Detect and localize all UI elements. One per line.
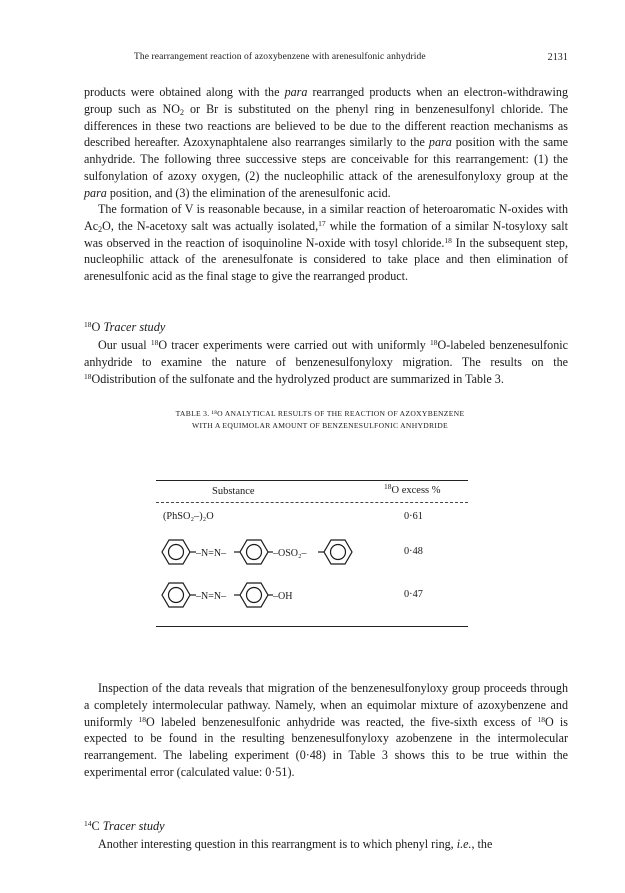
benzene-ring-3 bbox=[324, 540, 352, 564]
reference-18: 18 bbox=[444, 235, 452, 245]
table-header-rule bbox=[156, 502, 468, 503]
paragraph-rearrangement-products: products were obtained along with the para rearranged products when an electron-withdrawing group such as $NO_2$ or Br is substituted on the phenyl ring in benzenesulfonyl chloride. The differences in these two reactions are believed to be due to the different reaction mechanisms as described hereafter. Azoxynaphtalene also rearranges similarly to the para position with the same anhydride. The following three successive steps are conceivable for this rearrangement: (1) the sulfonylation of azoxy oxygen, (2) the nucleophilic attack of the arenesulfonyloxy group at the para position, and (3) the elimination of the arenesulfonic acid. bbox=[84, 85, 568, 200]
page-number: 2131 bbox=[547, 52, 568, 63]
table-bottom-rule bbox=[156, 626, 468, 627]
sulfonyloxy-group: –OSO₂– bbox=[273, 548, 307, 559]
paragraph-data-inspection: Inspection of the data reveals that migration of the benzenesulfonyloxy group proceeds through a completely intermolecular pathway. Namely, when an equimolar mixture of azoxybenzene and uniformly $^{18}$O labeled benzenesulfonic anhydride was reacted, the five-sixth excess of $^{18}$O is expected to be found in the resulting benzenesulfonyloxy azobenzene in the intermolecular rearrangement. The labeling experiment (0·48) in Table 3 shows this to be true within the experimental error (calculated value: 0·51). bbox=[84, 681, 568, 779]
running-header bbox=[84, 52, 568, 66]
table-header-excess: $^{18}$O excess % bbox=[384, 482, 441, 496]
table-3-caption: TABLE 3. ¹⁸O ANALYTICAL RESULTS OF THE REACTION OF AZOXYBENZENE WITH A EQUIMOLAR AMOUNT OF BENZENESULFONIC ANHYDRIDE bbox=[175, 409, 465, 430]
table-header-substance: Substance bbox=[212, 486, 255, 497]
paragraph-formation-of-v: The formation of V is reasonable because, in a similar reaction of heteroaromatic N-oxides with $Ac_2O$, the N-acetoxy salt was actually isolated,$^{17}$ while the formation of a similar N-tosyloxy salt was observed in the reaction of isoquinoline N-oxide with tosyl chloride.$^{18}$ In the subsequent step, nucleophilic attack of the arenesulfonate is considered to take place and then elimination of arenesulfonic acid as the final stage to give the rearranged product. bbox=[84, 202, 568, 284]
table-row-3-excess: 0·47 bbox=[404, 589, 423, 600]
azo-linkage: –N=N– bbox=[196, 591, 227, 602]
benzene-ring-2 bbox=[240, 583, 268, 607]
hydroxy-group: –OH bbox=[273, 591, 293, 602]
paragraph-14c-question: Another interesting question in this rearrangment is to which phenyl ring, i.e., the bbox=[98, 837, 493, 851]
benzene-ring-2 bbox=[240, 540, 268, 564]
table-top-rule bbox=[156, 480, 468, 481]
benzene-ring-1 bbox=[162, 583, 190, 607]
section-heading-14c-tracer: $^{14}$C Tracer study bbox=[84, 819, 165, 833]
azo-linkage: –N=N– bbox=[196, 548, 227, 559]
table-row-2-excess: 0·48 bbox=[404, 546, 423, 557]
reference-17: 17 bbox=[318, 218, 326, 228]
running-title: The rearrangement reaction of azoxybenzene with arenesulfonic anhydride bbox=[134, 52, 426, 62]
section-heading-18o-tracer: $^{18}$O Tracer study bbox=[84, 320, 166, 334]
table-row-1-substance: (PhSO₂–)₂O bbox=[163, 511, 214, 522]
paragraph-18o-tracer: Our usual $^{18}$O tracer experiments were carried out with uniformly $^{18}$O-labeled benzenesulfonic anhydride to examine the nature of benzenesulfonyloxy migration. The results on the $^{18}$Odistribution of the sulfonate and the hydrolyzed product are summarized in Table 3. bbox=[84, 338, 568, 386]
table-row-1-excess: 0·61 bbox=[404, 511, 423, 522]
hydroxyazobenzene-structure bbox=[156, 575, 316, 615]
benzene-ring-1 bbox=[162, 540, 190, 564]
benzenesulfonyloxy-azobenzene-structure bbox=[156, 532, 396, 572]
